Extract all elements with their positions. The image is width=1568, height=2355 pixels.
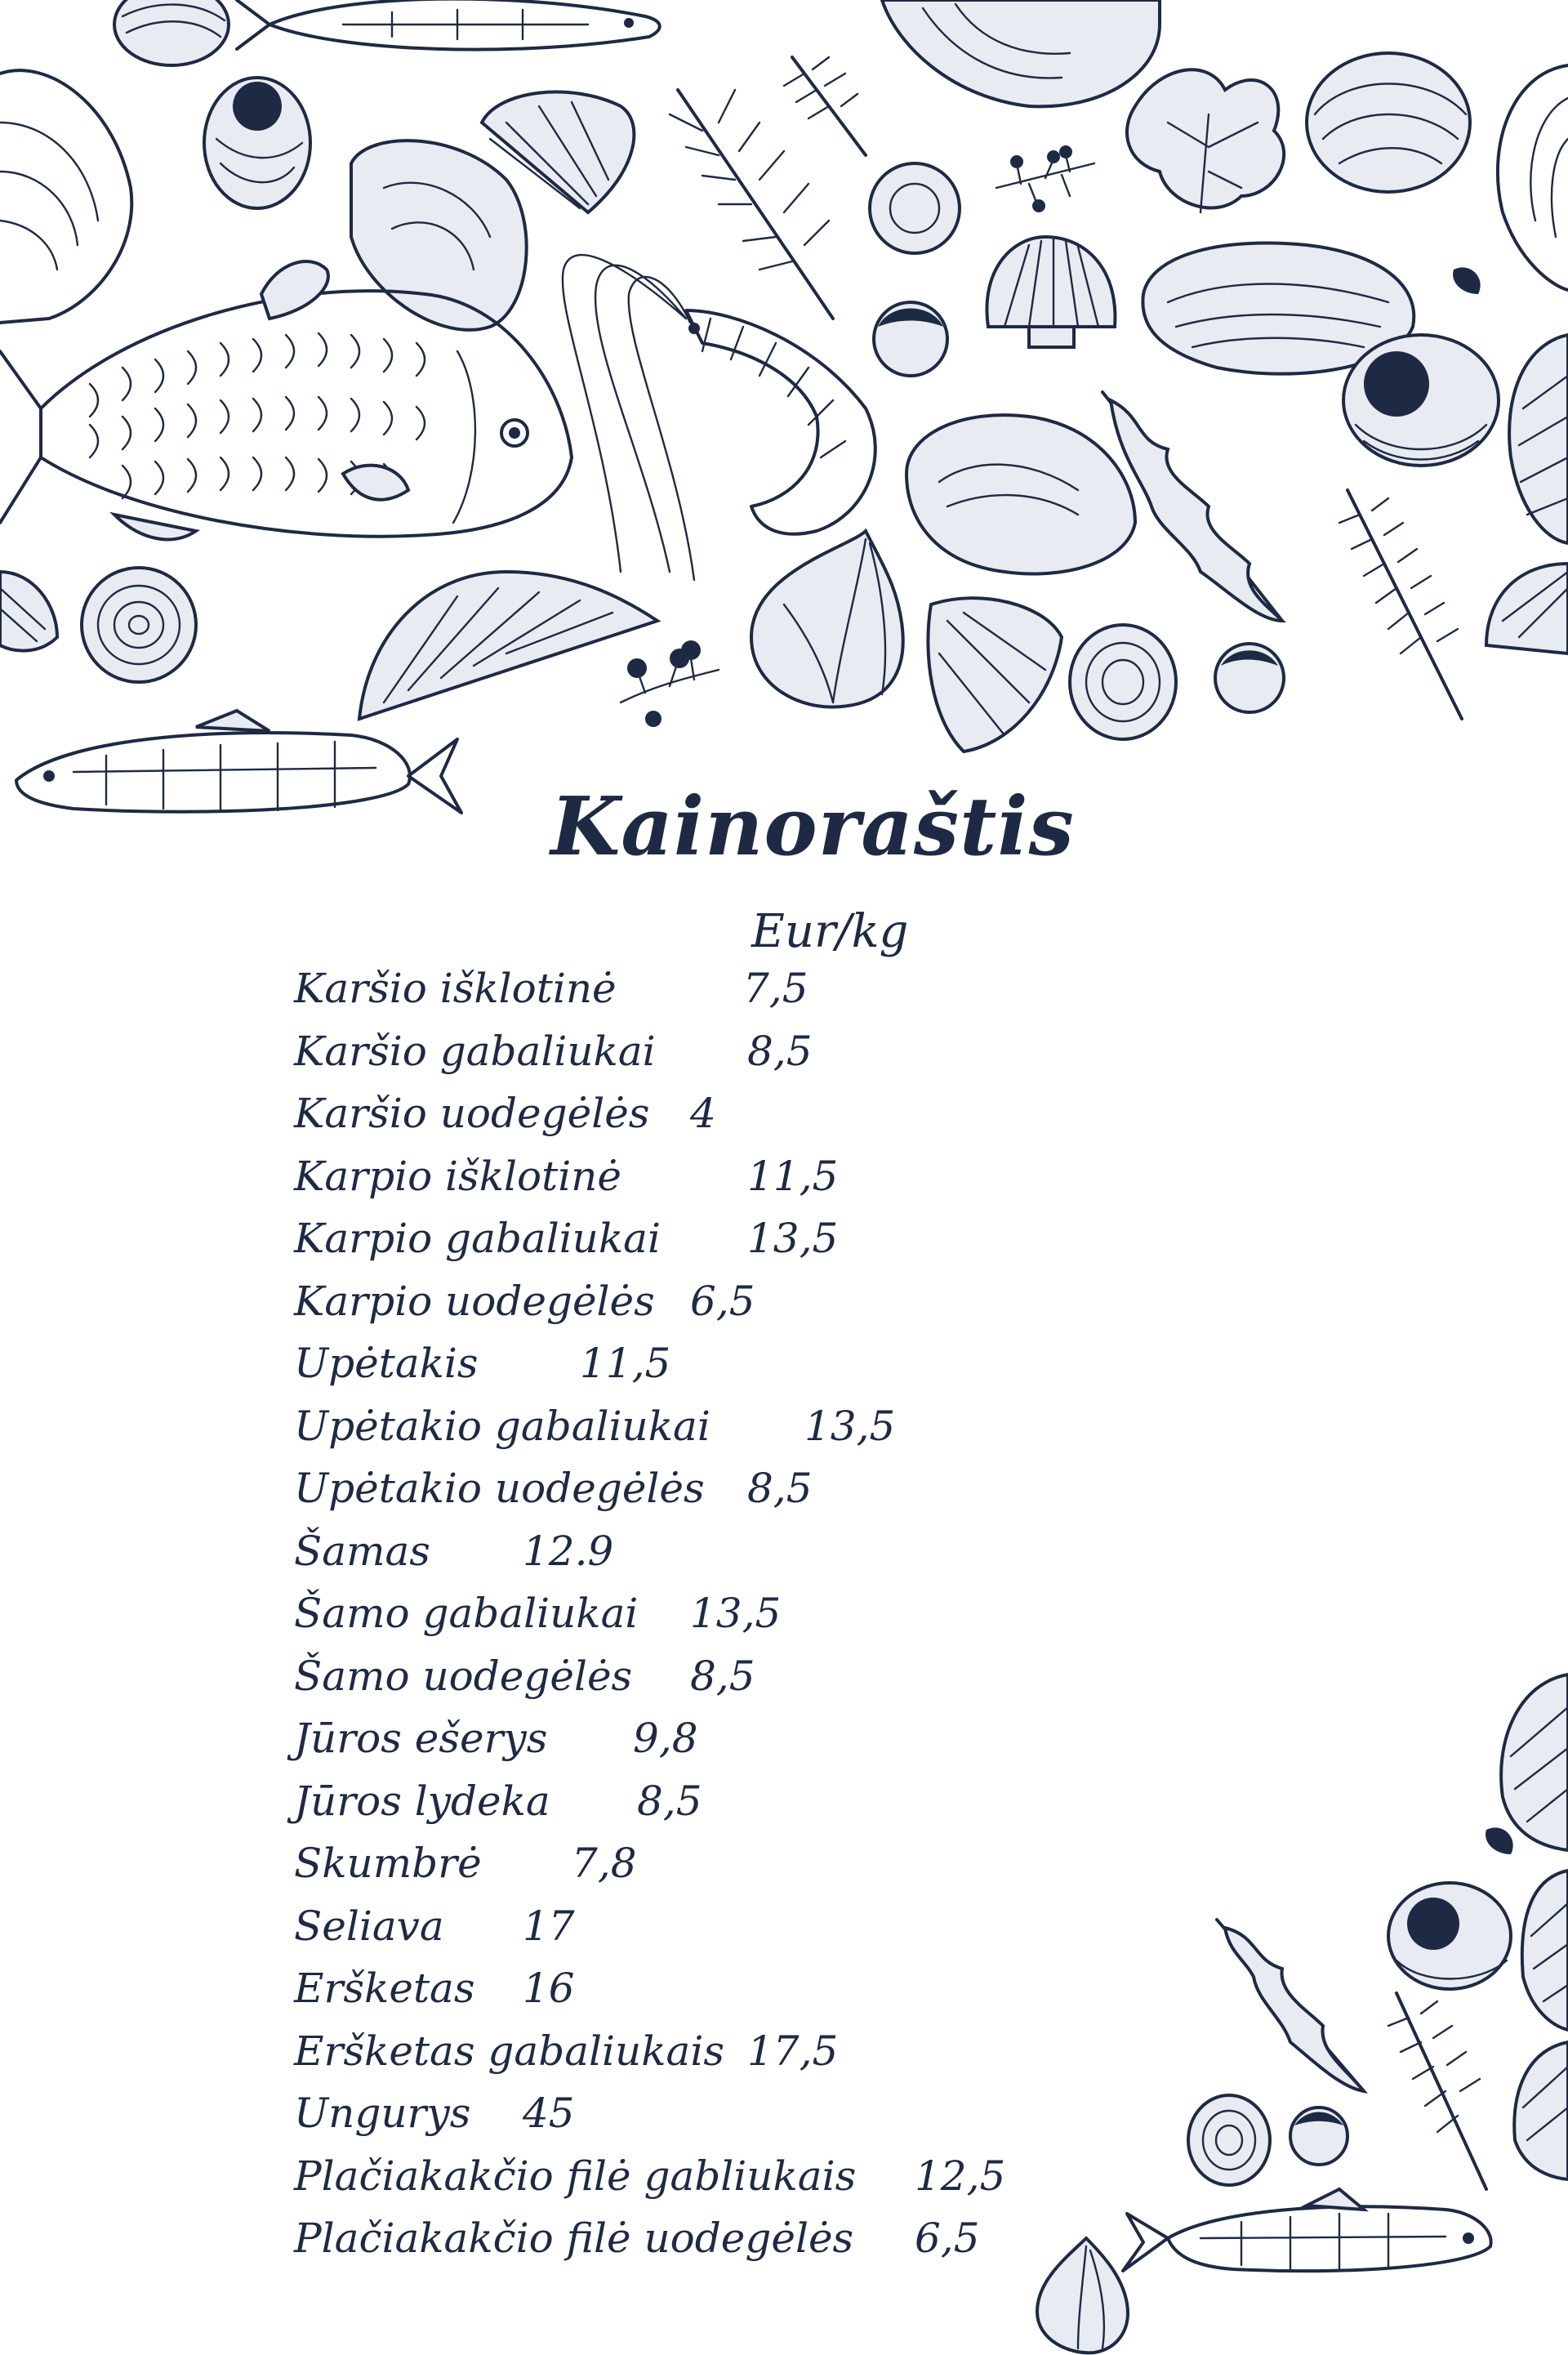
item-price: 8,5 bbox=[747, 1027, 813, 1075]
scallop-icon bbox=[1514, 2042, 1568, 2179]
page-title: Kainoraštis bbox=[550, 780, 1075, 874]
item-name: Karpio išklotinė bbox=[294, 1152, 621, 1200]
clam-icon bbox=[1307, 53, 1470, 192]
onion-icon bbox=[751, 531, 903, 707]
item-price: 17,5 bbox=[747, 2027, 839, 2075]
rosemary-icon bbox=[784, 57, 866, 155]
item-price: 16 bbox=[523, 1965, 575, 2012]
item-name: Jūros ešerys bbox=[294, 1715, 548, 1762]
item-price: 6,5 bbox=[690, 1277, 755, 1325]
scallop-icon bbox=[987, 237, 1115, 347]
hazelnut-icon bbox=[874, 302, 947, 376]
item-name: Šamas bbox=[294, 1527, 430, 1575]
leaf-icon bbox=[1453, 267, 1481, 294]
item-price: 4 bbox=[690, 1090, 716, 1137]
item-name: Karpio gabaliukai bbox=[294, 1215, 661, 1262]
shrimp-icon bbox=[563, 255, 875, 580]
item-name: Plačiakakčio filė gabliukais bbox=[294, 2152, 857, 2200]
leaf-icon bbox=[1486, 1827, 1513, 1854]
herb-sprig-icon bbox=[670, 90, 833, 319]
item-price: 8,5 bbox=[747, 1465, 813, 1512]
item-price: 6,5 bbox=[915, 2215, 980, 2262]
item-name: Karšio išklotinė bbox=[294, 965, 617, 1012]
item-name: Karšio uodegėlės bbox=[294, 1090, 650, 1137]
oyster-icon bbox=[882, 0, 1160, 106]
item-price: 13,5 bbox=[690, 1590, 782, 1637]
item-name: Plačiakakčio filė uodegėlės bbox=[294, 2215, 854, 2262]
clam-icon bbox=[114, 0, 229, 65]
item-price: 7,8 bbox=[572, 1840, 637, 1887]
item-price: 9,8 bbox=[633, 1715, 698, 1762]
item-price: 45 bbox=[523, 2090, 575, 2137]
item-price: 17 bbox=[523, 1902, 575, 1950]
item-name: Upėtakis bbox=[294, 1340, 479, 1387]
snail-shell-icon bbox=[204, 78, 310, 208]
lemon-slice-icon bbox=[928, 598, 1062, 752]
item-name: Ungurys bbox=[294, 2090, 471, 2137]
item-name: Karpio uodegėlės bbox=[294, 1277, 655, 1325]
item-price: 12.9 bbox=[523, 1527, 614, 1575]
unit-label: Eur/kg bbox=[751, 905, 909, 958]
scallop-icon bbox=[0, 70, 131, 323]
scallop-icon bbox=[1501, 1675, 1568, 1850]
fish-icon bbox=[237, 0, 660, 50]
snail-shell-icon bbox=[1388, 1883, 1511, 1989]
item-name: Eršketas gabaliukais bbox=[294, 2027, 724, 2075]
item-name: Seliava bbox=[294, 1902, 444, 1950]
item-price: 13,5 bbox=[804, 1402, 896, 1450]
item-price: 12,5 bbox=[915, 2152, 1006, 2200]
scallop-icon bbox=[1509, 335, 1568, 543]
rosemary-icon bbox=[1339, 490, 1462, 719]
rosemary-icon bbox=[1388, 1993, 1486, 2189]
scallop-icon bbox=[1522, 1871, 1568, 2030]
oyster-icon bbox=[906, 415, 1135, 573]
item-name: Upėtakio uodegėlės bbox=[294, 1465, 705, 1512]
scallop-icon bbox=[1486, 564, 1568, 653]
arugula-leaf-icon bbox=[1217, 1920, 1364, 2091]
snail-shell-icon bbox=[1343, 335, 1499, 466]
oyster-icon bbox=[351, 140, 527, 330]
cucumber-slice-icon bbox=[870, 163, 960, 253]
item-name: Šamo gabaliukai bbox=[294, 1590, 639, 1637]
item-name: Upėtakio gabaliukai bbox=[294, 1402, 710, 1450]
seafood-illustration-bottom-right bbox=[1021, 1666, 1568, 2355]
item-name: Karšio gabaliukai bbox=[294, 1027, 656, 1075]
item-name: Skumbrė bbox=[294, 1840, 482, 1887]
item-price: 13,5 bbox=[747, 1215, 839, 1262]
onion-slice-icon bbox=[1070, 625, 1176, 739]
item-name: Eršketas bbox=[294, 1965, 475, 2012]
hazelnut-icon bbox=[1290, 2107, 1348, 2165]
scallop-icon bbox=[1498, 65, 1568, 290]
onion-slice-icon bbox=[82, 568, 196, 682]
item-name: Šamo uodegėlės bbox=[294, 1652, 633, 1700]
herb-sprig-icon bbox=[996, 145, 1094, 212]
item-price: 8,5 bbox=[637, 1777, 702, 1825]
lemon-wedge-icon bbox=[359, 572, 657, 719]
sardine-fish-icon bbox=[1123, 2189, 1491, 2271]
onion-icon bbox=[1037, 2238, 1128, 2353]
herb-sprig-icon bbox=[621, 640, 719, 727]
item-price: 11,5 bbox=[747, 1152, 839, 1200]
item-price: 11,5 bbox=[580, 1340, 671, 1387]
item-price: 7,5 bbox=[743, 965, 808, 1012]
hazelnut-icon bbox=[1215, 644, 1284, 712]
scallop-icon bbox=[0, 572, 57, 651]
seafood-illustration-top bbox=[0, 0, 1568, 825]
onion-slice-icon bbox=[1188, 2095, 1270, 2185]
item-price: 8,5 bbox=[690, 1652, 755, 1700]
item-name: Jūros lydeka bbox=[294, 1777, 550, 1825]
parsley-icon bbox=[1127, 69, 1284, 212]
